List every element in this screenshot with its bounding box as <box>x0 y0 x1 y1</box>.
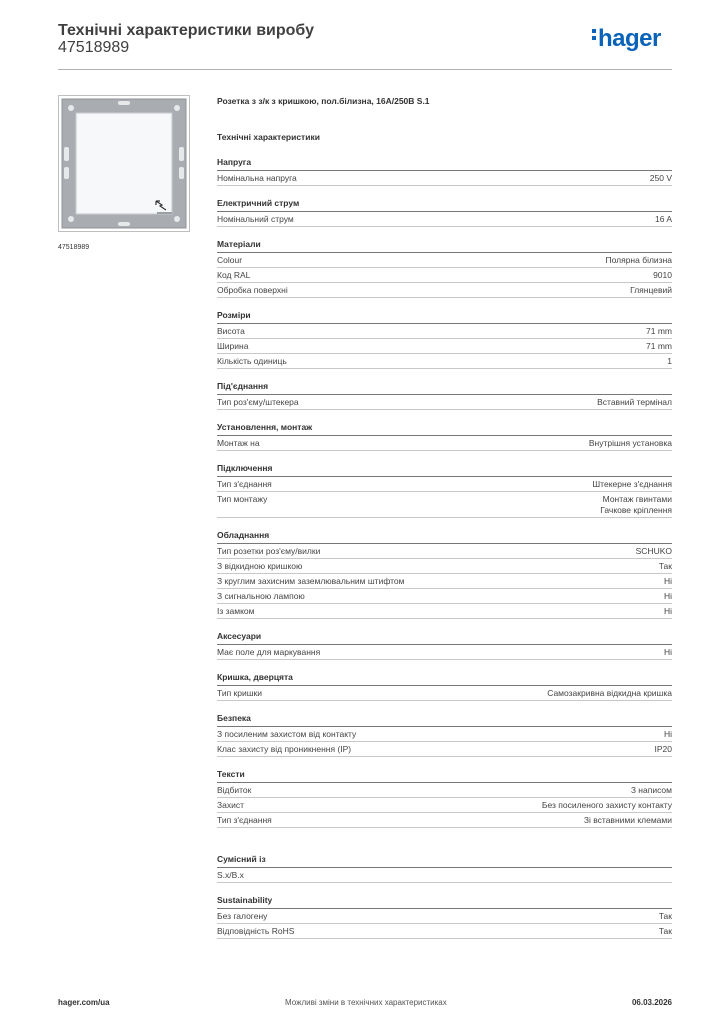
logo-dots-icon <box>592 29 596 43</box>
spec-value: 250 V <box>649 173 672 183</box>
spec-row <box>217 924 672 939</box>
section-title: Установлення, монтаж <box>217 421 672 436</box>
spec-row <box>217 395 672 410</box>
spec-section <box>217 421 672 451</box>
spec-row <box>217 742 672 757</box>
spec-label: З сигнальною лампою <box>217 591 305 601</box>
spec-value: Внутрішня установка <box>588 438 672 448</box>
spec-row <box>217 909 672 924</box>
spec-label: Клас захисту від проникнення (IP) <box>217 744 352 754</box>
spec-label: Colour <box>217 255 243 265</box>
section-title: Аксесуари <box>217 630 672 645</box>
spec-section <box>217 529 672 619</box>
spec-label: Монтаж на <box>217 438 260 448</box>
spec-sections <box>217 156 672 939</box>
spec-value: 16 A <box>654 214 672 224</box>
spec-label: Номінальна напруга <box>217 173 297 183</box>
spec-value: Без посиленого захисту контакту <box>541 800 672 810</box>
spec-value: З написом <box>630 785 672 795</box>
spec-section <box>217 156 672 186</box>
section-title: Тексти <box>217 768 672 783</box>
spec-row <box>217 574 672 589</box>
spec-row <box>217 268 672 283</box>
section-title: Підключення <box>217 462 672 477</box>
spec-value: Ні <box>663 591 672 601</box>
section-title: Обладнання <box>217 529 672 544</box>
socket-product-image <box>58 95 190 232</box>
spec-row <box>217 645 672 660</box>
spec-row <box>217 813 672 828</box>
spec-content <box>217 95 672 939</box>
product-code: 47518989 <box>58 39 130 56</box>
spec-value: 9010 <box>653 270 672 280</box>
spec-row <box>217 212 672 227</box>
spec-value: Ні <box>663 576 672 586</box>
spec-label: Кількість одиниць <box>217 356 287 366</box>
spec-row <box>217 436 672 451</box>
spec-section <box>217 712 672 757</box>
header-divider <box>58 69 672 70</box>
spec-label: Відбиток <box>217 785 252 795</box>
section-title: Sustainability <box>217 894 672 909</box>
spec-value: Зі вставними клемами <box>583 815 672 825</box>
spec-row <box>217 686 672 701</box>
spec-value: 71 mm <box>646 326 672 336</box>
spec-row <box>217 492 672 518</box>
spec-label: Тип розетки роз'єму/вилки <box>217 546 321 556</box>
section-title: Електричний струм <box>217 197 672 212</box>
spec-value: 1 <box>667 356 672 366</box>
spec-value: Полярна білизна <box>605 255 672 265</box>
spec-value: Ні <box>663 647 672 657</box>
spec-label: Тип монтажу <box>217 494 268 504</box>
spec-label: Тип кришки <box>217 688 263 698</box>
spec-section <box>217 197 672 227</box>
spec-label: Має поле для маркування <box>217 647 321 657</box>
section-title: Сумісний із <box>217 853 672 868</box>
section-title: Під'єднання <box>217 380 672 395</box>
spec-section <box>217 768 672 828</box>
footer-date: 06.03.2026 <box>631 998 672 1007</box>
logo-text: hager <box>598 25 661 52</box>
spec-label: Із замком <box>217 606 255 616</box>
spec-value: SCHUKO <box>635 546 672 556</box>
spec-section <box>217 671 672 701</box>
section-title: Кришка, дверцята <box>217 671 672 686</box>
spec-row <box>217 868 672 883</box>
spec-value: Ні <box>663 606 672 616</box>
spec-value: Ні <box>663 729 672 739</box>
spec-label: Номінальний струм <box>217 214 294 224</box>
product-name: Розетка з з/к з кришкою, пол.білизна, 16A/250В S.1 <box>217 96 430 106</box>
spec-section <box>217 309 672 369</box>
spec-label: Висота <box>217 326 245 336</box>
spec-label: Тип роз'єму/штекера <box>217 397 299 407</box>
spec-row <box>217 339 672 354</box>
spec-row <box>217 324 672 339</box>
spec-value: Глянцевий <box>630 285 672 295</box>
spec-value: 71 mm <box>646 341 672 351</box>
spec-section <box>217 894 672 939</box>
spec-label: Обробка поверхні <box>217 285 288 295</box>
spec-row <box>217 559 672 574</box>
spec-value: Так <box>658 926 672 936</box>
spec-value: Монтаж гвинтами Гачкове кріплення <box>600 494 672 515</box>
spec-value: Так <box>658 561 672 571</box>
spec-label: Захист <box>217 800 245 810</box>
spec-row <box>217 589 672 604</box>
spec-value: Самозакривна відкидна кришка <box>547 688 672 698</box>
spec-section <box>217 462 672 518</box>
spec-row <box>217 171 672 186</box>
spec-label: Код RAL <box>217 270 251 280</box>
spec-label: Без галогену <box>217 911 268 921</box>
image-caption: 47518989 <box>58 244 90 251</box>
spec-value: Так <box>658 911 672 921</box>
tech-heading: Технічні характеристики <box>217 132 320 142</box>
spec-row <box>217 253 672 268</box>
spec-label: З посиленим захистом від контакту <box>217 729 357 739</box>
page-title: Технічні характеристики виробу <box>58 22 314 39</box>
spec-row <box>217 783 672 798</box>
spec-label: З круглим захисним заземлювальним штифтом <box>217 576 405 586</box>
spec-label: З відкидною кришкою <box>217 561 303 571</box>
spec-label: Ширина <box>217 341 249 351</box>
spec-label: S.x/B.x <box>217 870 244 880</box>
section-title: Матеріали <box>217 238 672 253</box>
footer-website: hager.com/ua <box>58 998 110 1007</box>
spec-section <box>217 238 672 298</box>
spec-row <box>217 727 672 742</box>
spec-row <box>217 477 672 492</box>
spec-label: Тип з'єднання <box>217 479 272 489</box>
section-title: Безпека <box>217 712 672 727</box>
spec-row <box>217 798 672 813</box>
hager-logo <box>592 27 661 51</box>
spec-label: Відповідність RoHS <box>217 926 295 936</box>
spec-value: Вставний термінал <box>597 397 672 407</box>
section-title: Розміри <box>217 309 672 324</box>
spec-value: Штекерне з'єднання <box>592 479 672 489</box>
section-title: Напруга <box>217 156 672 171</box>
footer-disclaimer: Можливі зміни в технічних характеристиках <box>285 998 447 1007</box>
spec-section <box>217 630 672 660</box>
spec-row <box>217 604 672 619</box>
spec-section <box>217 380 672 410</box>
spec-label: Тип з'єднання <box>217 815 272 825</box>
spec-row <box>217 544 672 559</box>
spec-section <box>217 853 672 883</box>
spec-row <box>217 354 672 369</box>
spec-value: IP20 <box>654 744 672 754</box>
spec-row <box>217 283 672 298</box>
